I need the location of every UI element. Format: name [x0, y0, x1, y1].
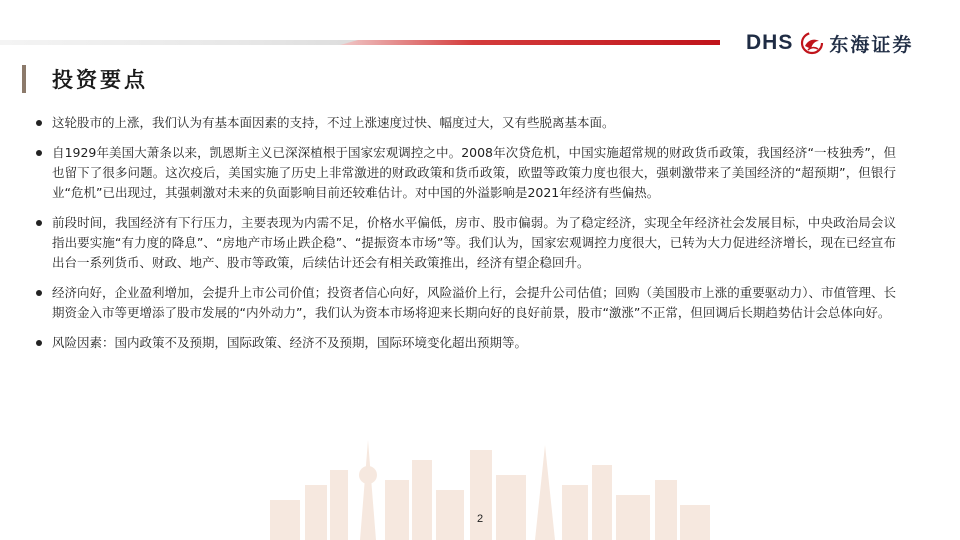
bullet-list — [36, 113, 896, 363]
bullet-text: 这轮股市的上涨，我们认为有基本面因素的支持，不过上涨速度过快、幅度过大，又有些脱离基本面。 — [52, 115, 615, 130]
bullet-item — [36, 113, 896, 133]
header-decor-bar-red — [340, 40, 720, 45]
logo-chinese-text: 东海证券 — [829, 33, 914, 56]
bullet-text: 前段时间，我国经济有下行压力，主要表现为内需不足，价格水平偏低，房市、股市偏弱。为了稳定经济，实现全年经济社会发展目标，中央政治局会议指出要实施“有力度的降息”、“房地产市场止跌企稳”、“提振资本市场”等。我们认为，国家宏观调控力度很大，已转为大力促进经济增长，现在已经宣布出台一系列货币、财政、地产、股市等政策，后续估计还会有相关政策推出，经济有望企稳回升。 — [52, 215, 896, 270]
dragon-emblem-icon — [799, 30, 825, 56]
bullet-item — [36, 143, 896, 203]
title-accent-bar — [22, 65, 26, 93]
bullet-text: 风险因素：国内政策不及预期，国际政策、经济不及预期，国际环境变化超出预期等。 — [52, 335, 528, 350]
page-number: 2 — [476, 513, 484, 525]
bullet-dot-icon — [36, 340, 42, 346]
page-title: 投资要点 — [52, 67, 148, 92]
bullet-dot-icon — [36, 290, 42, 296]
bullet-dot-icon — [36, 220, 42, 226]
bullet-text: 自1929年美国大萧条以来，凯恩斯主义已深深植根于国家宏观调控之中。2008年次贷危机，中国实施超常规的财政货币政策，我国经济“一枝独秀”，但也留下了很多问题。这次疫后，美国实施了历史上非常激进的财政政策和货币政策，欧盟等政策力度也很大，强刺激带来了美国经济的“超预期”，但银行业“危机”已出现过，其强刺激对未来的负面影响目前还较难估计。对中国的外溢影响是2021年经济有些偏热。 — [52, 145, 896, 200]
bullet-item — [36, 283, 896, 323]
bullet-text: 经济向好，企业盈利增加，会提升上市公司价值；投资者信心向好，风险溢价上行，会提升公司估值；回购（美国股市上涨的重要驱动力）、市值管理、长期资金入市等更增添了股市发展的“内外动力”，我们认为资本市场将迎来长期向好的良好前景，股市“激涨”不正常，但回调后长期趋势估计会总体向好。 — [52, 285, 896, 320]
bullet-item — [36, 213, 896, 273]
bullet-dot-icon — [36, 150, 42, 156]
bullet-item — [36, 333, 896, 353]
bullet-dot-icon — [36, 120, 42, 126]
logo-latin-text: DHS — [746, 31, 794, 54]
company-logo — [746, 28, 946, 58]
